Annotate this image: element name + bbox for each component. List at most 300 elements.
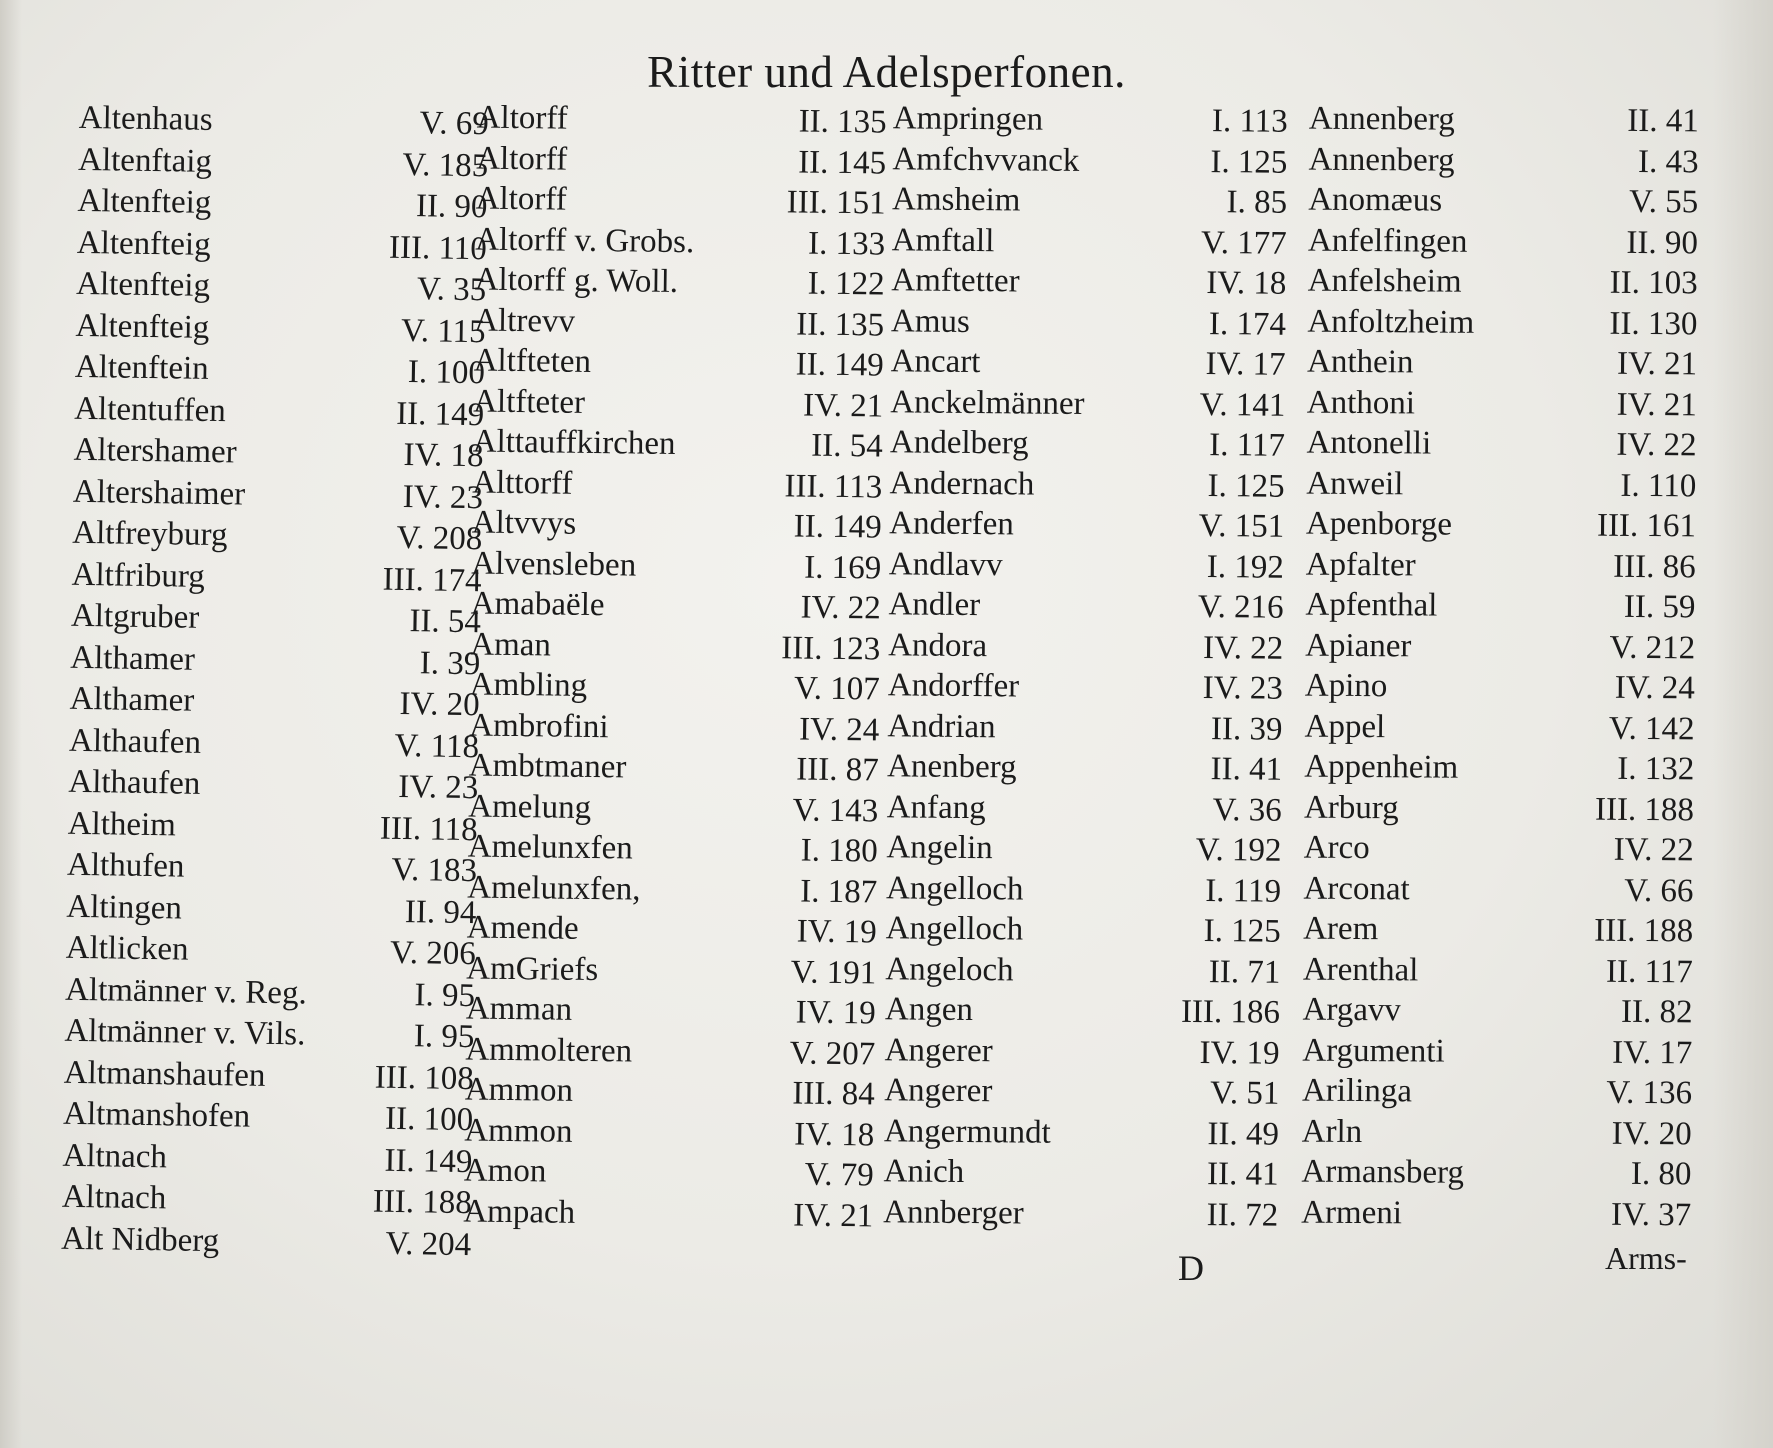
index-entry	[74, 387, 485, 435]
entry-reference: III. 161	[1596, 507, 1697, 545]
entry-name: Arburg	[1303, 789, 1399, 826]
entry-name: Amman	[465, 990, 573, 1028]
catchword: Arms-	[1605, 1240, 1687, 1276]
index-entry	[75, 346, 486, 394]
page-edge-shadow-left	[0, 0, 22, 1448]
index-entry	[470, 624, 880, 670]
entry-reference: I. 119	[1205, 872, 1282, 910]
entry-name: Amelunxfen,	[467, 868, 641, 908]
entry-reference: V. 151	[1198, 507, 1285, 545]
entry-reference: I. 100	[407, 354, 486, 392]
entry-name: Altershamer	[73, 431, 237, 471]
entry-name: Altmanshofen	[62, 1095, 251, 1135]
index-entry	[65, 968, 476, 1016]
entry-name: Amftall	[891, 221, 995, 259]
entry-reference: V. 35	[416, 271, 487, 309]
entry-reference: III. 188	[1594, 912, 1694, 950]
index-entry	[1304, 787, 1694, 830]
entry-reference: V. 66	[1624, 872, 1694, 909]
entry-reference: I. 39	[419, 644, 481, 682]
entry-name: Amftetter	[891, 262, 1020, 300]
entry-name: Anfang	[886, 788, 986, 826]
index-entry	[62, 1134, 473, 1182]
index-entry	[1305, 625, 1695, 668]
index-entry	[1302, 1030, 1692, 1073]
entry-reference: I. 85	[1226, 184, 1288, 221]
entry-name: Anthein	[1307, 343, 1414, 381]
entry-name: Altenfteig	[75, 307, 210, 346]
entry-reference: IV. 24	[1614, 669, 1695, 707]
index-entry	[465, 1029, 875, 1075]
index-entry	[885, 949, 1280, 993]
entry-name: Apenborge	[1305, 505, 1453, 543]
entry-reference: II. 149	[395, 395, 485, 433]
entry-name: Anfelfingen	[1307, 222, 1468, 260]
index-entry	[892, 139, 1287, 183]
entry-name: Apino	[1304, 667, 1388, 705]
index-entry	[888, 625, 1283, 669]
entry-reference: I. 169	[804, 549, 882, 587]
entry-name: Andora	[888, 626, 988, 664]
index-entry	[887, 706, 1282, 750]
entry-reference: IV. 22	[1616, 426, 1697, 464]
entry-name: Altorff	[476, 99, 568, 137]
entry-reference: II. 103	[1609, 264, 1698, 302]
index-entry	[1307, 342, 1697, 385]
entry-reference: II. 59	[1623, 588, 1696, 626]
entry-name: Altenfteig	[75, 265, 211, 304]
index-entry	[1303, 949, 1693, 992]
entry-name: Andelberg	[889, 424, 1029, 462]
entry-reference: V. 36	[1212, 791, 1282, 829]
entry-name: Amabaële	[470, 585, 605, 624]
index-entry	[891, 301, 1286, 345]
entry-reference: III. 118	[379, 810, 478, 848]
index-entry	[1308, 220, 1698, 263]
entry-name: Ambrofini	[469, 706, 609, 745]
entry-name: Angerer	[884, 1072, 993, 1110]
index-entry	[1302, 990, 1692, 1033]
index-entry	[1304, 828, 1694, 871]
entry-reference: III. 174	[382, 561, 482, 599]
index-entry	[466, 988, 876, 1034]
index-entry	[1306, 423, 1696, 466]
entry-name: Annberger	[883, 1193, 1024, 1231]
entry-reference: II. 90	[415, 188, 488, 226]
index-entry	[1302, 1111, 1692, 1154]
entry-name: Andlavv	[888, 545, 1003, 583]
entry-name: Altenhaus	[78, 99, 213, 138]
entry-reference: II. 39	[1210, 710, 1283, 748]
entry-name: Alvensleben	[471, 545, 637, 584]
entry-name: Andrian	[887, 707, 996, 745]
entry-reference: IV. 37	[1610, 1196, 1692, 1233]
index-entry	[73, 429, 484, 477]
entry-name: Altlicken	[65, 929, 189, 968]
entry-reference: II. 41	[1627, 102, 1699, 140]
index-entry	[463, 1191, 873, 1237]
index-entry	[466, 948, 876, 994]
index-entry	[1306, 544, 1696, 587]
index-entry	[69, 678, 480, 726]
entry-reference: I. 80	[1630, 1155, 1692, 1193]
entry-name: Angen	[884, 991, 974, 1029]
index-entry	[890, 341, 1285, 385]
entry-reference: I. 180	[800, 832, 878, 870]
entry-reference: II. 71	[1208, 953, 1281, 991]
entry-reference: IV. 19	[795, 994, 877, 1032]
entry-name: Arilinga	[1301, 1072, 1413, 1110]
entry-name: Ambtmaner	[468, 747, 627, 786]
entry-reference: V. 141	[1199, 386, 1286, 424]
entry-reference: II. 100	[384, 1100, 474, 1139]
index-entry	[884, 1111, 1279, 1155]
entry-reference: I. 133	[807, 225, 886, 263]
entry-reference: I. 125	[1210, 143, 1288, 181]
entry-reference: IV. 19	[796, 913, 877, 951]
index-entry	[886, 827, 1281, 871]
entry-name: Ammolteren	[465, 1030, 633, 1070]
entry-reference: II. 54	[811, 427, 883, 465]
entry-reference: V. 207	[789, 1034, 876, 1072]
entry-reference: III. 110	[388, 229, 488, 267]
entry-reference: II. 82	[1620, 993, 1693, 1031]
index-entry	[1307, 301, 1697, 344]
index-entry	[62, 1176, 473, 1224]
index-entry	[468, 786, 878, 832]
entry-name: Appel	[1304, 708, 1386, 745]
entry-reference: II. 94	[404, 893, 477, 931]
index-entry	[890, 382, 1285, 426]
index-entry	[891, 260, 1286, 304]
entry-reference: I. 132	[1617, 750, 1695, 788]
entry-reference: III. 108	[374, 1059, 475, 1097]
entry-reference: I. 117	[1209, 427, 1286, 464]
index-entry	[1308, 261, 1698, 304]
entry-name: Altorff v. Grobs.	[474, 221, 695, 260]
index-entry	[472, 422, 882, 468]
index-entry	[1309, 99, 1699, 142]
entry-reference: II. 72	[1206, 1196, 1279, 1234]
index-entry	[65, 927, 476, 975]
entry-name: Altfteten	[473, 342, 592, 380]
index-entry	[67, 802, 478, 850]
entry-reference: IV. 18	[403, 436, 484, 475]
index-entry	[1308, 180, 1698, 223]
entry-reference: IV. 21	[1616, 345, 1698, 383]
index-entry	[474, 300, 884, 346]
entry-reference: V. 212	[1609, 629, 1696, 666]
entry-name: Anich	[883, 1153, 965, 1190]
entry-name: Apianer	[1305, 627, 1412, 664]
index-entry	[1307, 382, 1697, 425]
entry-reference: III. 87	[796, 751, 879, 789]
entry-name: Amus	[890, 302, 971, 340]
entry-reference: IV. 21	[802, 387, 884, 425]
entry-reference: IV. 24	[798, 711, 880, 748]
index-entry	[475, 219, 885, 265]
entry-reference: V. 107	[793, 670, 880, 708]
index-entry	[61, 1217, 472, 1265]
entry-reference: I. 113	[1211, 103, 1288, 140]
signature-mark: D	[1178, 1248, 1204, 1288]
index-entry	[1301, 1152, 1691, 1195]
index-entry	[465, 1069, 875, 1115]
entry-reference: III. 84	[792, 1075, 876, 1113]
index-entry	[77, 180, 488, 228]
entry-reference: I. 187	[800, 873, 878, 910]
entry-reference: IV. 21	[793, 1196, 874, 1234]
entry-reference: II. 41	[1206, 1156, 1279, 1193]
entry-name: Angelloch	[885, 869, 1024, 907]
entry-name: Amsheim	[891, 181, 1021, 219]
index-entry	[63, 1093, 474, 1141]
index-entry	[1304, 747, 1694, 790]
entry-reference: III. 188	[1594, 791, 1695, 828]
index-entry	[884, 1070, 1279, 1114]
entry-name: Ambling	[469, 666, 588, 704]
entry-reference: V. 216	[1197, 588, 1284, 626]
index-entry	[1303, 909, 1693, 952]
entry-reference: III. 113	[784, 467, 883, 506]
entry-reference: IV. 23	[402, 478, 484, 516]
index-entry	[1308, 139, 1698, 182]
entry-name: Althamer	[70, 639, 196, 678]
entry-name: Angerer	[884, 1031, 993, 1069]
index-entry	[76, 263, 487, 311]
entry-reference: II. 117	[1605, 953, 1694, 990]
index-entry	[467, 907, 877, 953]
index-entry	[476, 98, 886, 144]
entry-name: Altorff g. Woll.	[474, 261, 679, 301]
entry-reference: V. 183	[391, 851, 478, 890]
entry-reference: II. 49	[1207, 1115, 1280, 1153]
entry-name: Andernach	[889, 464, 1035, 503]
index-entry	[476, 138, 886, 184]
entry-name: Arln	[1301, 1113, 1363, 1150]
entry-reference: V. 208	[396, 519, 483, 558]
index-entry	[467, 867, 877, 913]
index-entry	[887, 746, 1282, 790]
entry-name: Alt Nidberg	[60, 1220, 220, 1259]
entry-name: Alttorff	[472, 464, 573, 502]
entry-name: Antonelli	[1306, 424, 1432, 462]
entry-reference: II. 149	[793, 508, 882, 546]
entry-name: Apfenthal	[1305, 586, 1438, 624]
entry-name: Altvvys	[471, 504, 577, 542]
index-entry	[471, 543, 881, 589]
index-entry	[883, 1151, 1278, 1195]
entry-name: Angermundt	[883, 1112, 1051, 1151]
entry-name: Armeni	[1301, 1194, 1403, 1231]
entry-name: Altenfteig	[76, 224, 211, 263]
entry-reference: IV. 17	[1205, 346, 1286, 383]
index-entry	[1305, 666, 1695, 709]
entry-reference: IV. 23	[1202, 670, 1283, 707]
entry-reference: IV. 18	[1206, 265, 1287, 302]
entry-name: Andler	[888, 586, 981, 624]
index-entry	[470, 664, 880, 710]
entry-reference: V. 177	[1200, 224, 1287, 262]
entry-name: Ammon	[464, 1111, 573, 1150]
entry-reference: II. 54	[409, 603, 482, 641]
entry-name: Arem	[1303, 910, 1379, 948]
entry-name: Anckelmänner	[890, 383, 1085, 422]
entry-name: Ancart	[890, 343, 981, 381]
index-entry	[469, 705, 879, 751]
entry-reference: V. 192	[1195, 831, 1282, 869]
index-entry	[889, 544, 1284, 588]
index-column-1	[61, 97, 489, 1265]
entry-name: Altmänner v. Vils.	[64, 1012, 306, 1053]
entry-name: Altmänner v. Reg.	[64, 971, 308, 1012]
entry-reference: IV. 22	[1202, 629, 1284, 667]
index-entry	[69, 719, 480, 767]
entry-name: Armansberg	[1301, 1153, 1465, 1191]
entry-name: Altfteter	[473, 383, 586, 421]
entry-name: Altentuffen	[73, 390, 227, 429]
index-entry	[68, 761, 479, 809]
entry-reference: III. 151	[786, 184, 886, 222]
entry-reference: II. 90	[1626, 224, 1699, 261]
index-entry	[886, 868, 1281, 912]
entry-name: Anenberg	[886, 748, 1017, 786]
entry-name: Althaufen	[68, 763, 201, 802]
index-entry	[884, 1030, 1279, 1074]
entry-name: Aman	[470, 625, 552, 663]
entry-name: Altenfteig	[77, 182, 212, 221]
entry-name: Arconat	[1303, 870, 1410, 907]
entry-name: Argumenti	[1302, 1032, 1445, 1070]
entry-name: Amon	[463, 1152, 547, 1190]
index-entry	[1306, 504, 1696, 547]
entry-name: Althaufen	[68, 722, 202, 761]
entry-name: Apfalter	[1305, 546, 1416, 583]
entry-reference: IV. 20	[399, 685, 480, 724]
entry-name: Arenthal	[1302, 951, 1419, 988]
index-entry	[71, 595, 482, 643]
entry-reference: III. 188	[372, 1183, 473, 1222]
entry-name: Andorffer	[887, 667, 1020, 705]
entry-name: Ampach	[463, 1192, 576, 1231]
entry-reference: I. 122	[807, 265, 885, 303]
entry-reference: I. 43	[1637, 143, 1699, 180]
index-entry	[77, 221, 488, 269]
entry-name: Anderfen	[889, 505, 1015, 543]
entry-reference: V. 204	[385, 1225, 472, 1263]
index-column-2	[463, 98, 887, 1237]
index-entry	[72, 512, 483, 560]
entry-reference: V. 55	[1629, 183, 1699, 221]
index-entry	[892, 179, 1287, 223]
entry-reference: IV. 17	[1612, 1034, 1693, 1071]
page-edge-shadow-right	[1713, 0, 1773, 1448]
entry-reference: III. 86	[1613, 548, 1696, 585]
index-entry	[886, 908, 1281, 952]
index-entry	[64, 1051, 475, 1099]
index-entry	[473, 341, 883, 387]
entry-name: Angelloch	[885, 910, 1024, 948]
index-entry	[475, 179, 885, 225]
entry-reference: IV. 23	[397, 768, 479, 807]
index-entry	[75, 304, 486, 352]
index-entry	[890, 422, 1285, 466]
entry-name: Altershaimer	[72, 473, 246, 513]
entry-name: Anfoltzheim	[1307, 303, 1475, 341]
entry-reference: V. 79	[804, 1156, 875, 1194]
index-entry	[888, 584, 1283, 628]
index-entry	[468, 826, 878, 872]
entry-reference: III. 186	[1180, 993, 1281, 1031]
entry-name: Althufen	[66, 846, 185, 885]
entry-name: Anthoni	[1306, 384, 1416, 421]
index-column-3	[883, 98, 1288, 1235]
index-entry	[469, 745, 879, 791]
index-entry	[1304, 706, 1694, 749]
index-entry	[64, 1010, 475, 1058]
entry-reference: IV. 20	[1611, 1115, 1692, 1152]
entry-reference: IV. 18	[794, 1115, 875, 1153]
entry-name: Altgruber	[70, 597, 200, 636]
entry-name: Altenftein	[74, 348, 209, 387]
entry-name: Altmanshaufen	[63, 1054, 266, 1094]
index-entry	[1302, 1071, 1692, 1114]
index-entry	[885, 989, 1280, 1033]
entry-name: Altenftaig	[77, 141, 213, 180]
index-entry	[473, 381, 883, 427]
entry-reference: IV. 22	[800, 589, 881, 627]
entry-reference: I. 174	[1208, 305, 1287, 343]
entry-name: AmGriefs	[466, 949, 599, 988]
entry-name: Angeloch	[885, 950, 1014, 988]
index-entry	[893, 98, 1288, 142]
entry-reference: II. 145	[797, 143, 887, 182]
entry-name: Amelunxfen	[467, 828, 633, 867]
entry-reference: V. 185	[402, 146, 489, 184]
entry-name: Altfriburg	[71, 556, 206, 595]
index-entry	[892, 220, 1287, 264]
entry-reference: III. 123	[781, 629, 881, 668]
entry-reference: IV. 22	[1613, 831, 1694, 869]
entry-name: Angelin	[886, 829, 993, 867]
entry-reference: V. 191	[790, 953, 877, 991]
entry-reference: II. 135	[798, 103, 887, 141]
entry-name: Altorff	[475, 180, 567, 218]
entry-reference: I. 125	[1207, 467, 1285, 505]
entry-reference: V. 115	[400, 312, 486, 350]
entry-name: Ampringen	[892, 100, 1044, 138]
entry-name: Altorff	[475, 140, 568, 178]
entry-reference: I. 95	[413, 1018, 475, 1056]
entry-reference: II. 149	[795, 346, 884, 384]
index-entry	[71, 553, 482, 601]
index-entry	[67, 844, 478, 892]
entry-name: Alttauffkirchen	[472, 423, 676, 462]
entry-reference: V. 118	[394, 727, 480, 765]
index-entry	[472, 462, 882, 508]
index-column-4	[1301, 99, 1699, 1236]
entry-name: Altfreyburg	[72, 514, 228, 554]
index-entry	[78, 97, 489, 145]
entry-reference: II. 135	[795, 305, 885, 344]
entry-name: Annenberg	[1308, 141, 1455, 179]
index-entry	[471, 503, 881, 549]
entry-reference: I. 125	[1203, 913, 1281, 950]
index-entry	[70, 636, 481, 684]
entry-name: Amelung	[468, 787, 592, 826]
index-entry	[471, 584, 881, 630]
entry-name: Altrevv	[474, 302, 576, 340]
